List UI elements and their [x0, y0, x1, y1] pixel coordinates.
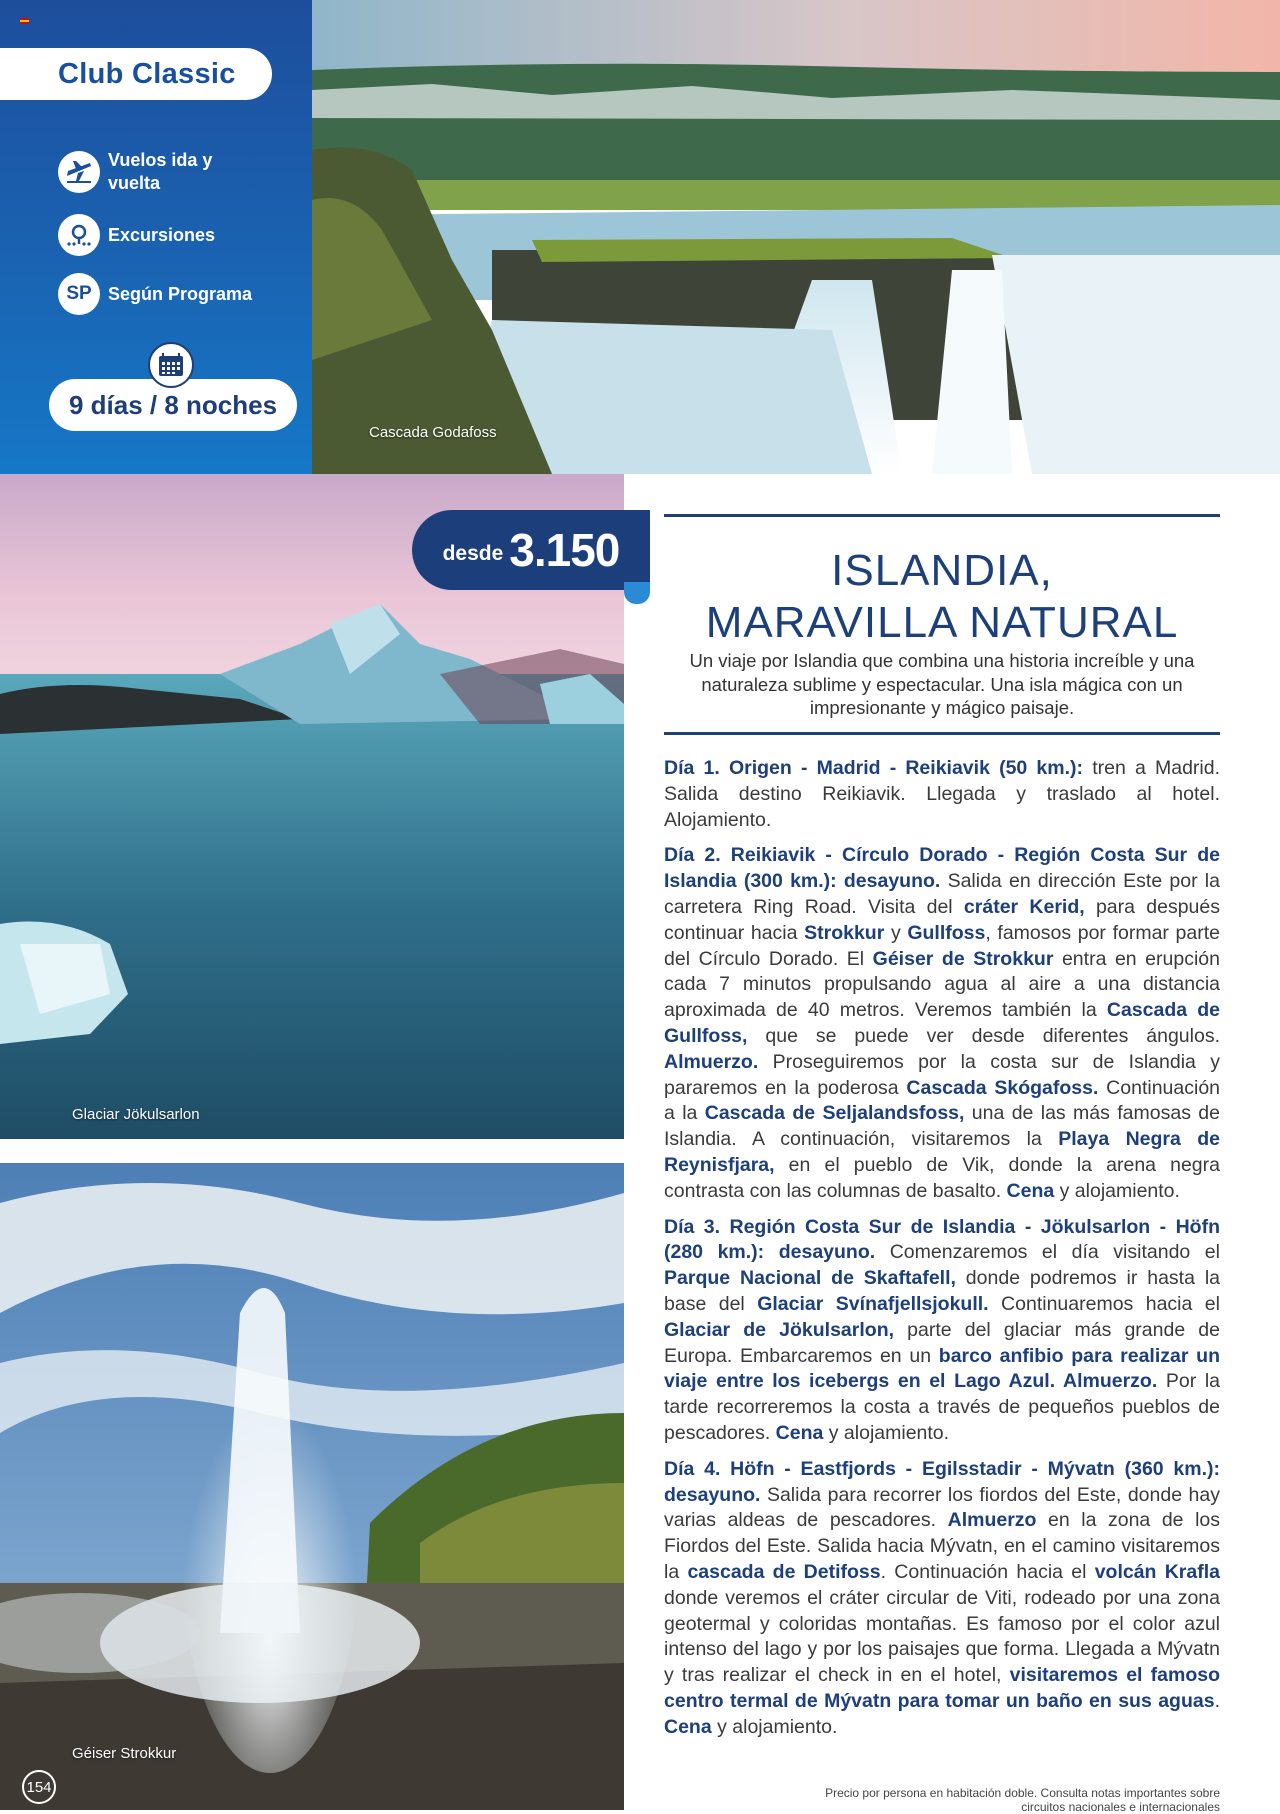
price-prefix: desde: [442, 542, 504, 565]
itinerary-highlight: Cena: [775, 1421, 824, 1444]
itinerary-highlight: Cascada Skógafoss.: [906, 1076, 1099, 1099]
feature-excursions: [58, 214, 215, 256]
calendar-icon: [148, 342, 194, 388]
itinerary-highlight: Strokkur: [804, 921, 885, 944]
itinerary-highlight: Glaciar de Jökulsarlon,: [664, 1318, 895, 1341]
itinerary-text: Salida para recorrer los fiordos del Este, donde hay varias aldeas de pescadores.: [664, 1483, 1220, 1532]
itinerary-highlight: visitaremos el famoso centro termal de Mývatn para tomar un baño en sus aguas: [664, 1664, 1220, 1712]
itinerary-text: Proseguiremos por la costa sur de Islandia y pararemos en la poderosa: [664, 1050, 1220, 1099]
itinerary-text: entra en erupción cada 7 minutos propulsando agua al aire a una distancia aproximada de 40 metros. Veremos también la: [664, 947, 1220, 1022]
itinerary-text: donde podremos ir hasta la base del: [664, 1267, 1220, 1315]
price-badge: [412, 510, 650, 590]
sp-badge-icon: [58, 273, 100, 315]
footnote-line-1: Precio por persona en habitación doble. Consulta notas importantes sobre: [825, 1786, 1220, 1800]
caption-godafoss: Cascada Godafoss: [369, 424, 497, 441]
title-line-2: MARAVILLA NATURAL: [705, 598, 1179, 647]
itinerary-highlight: Parque Nacional de Skaftafell,: [664, 1267, 956, 1290]
itinerary-highlight: Día 1. Origen - Madrid - Reikiavik (50 km.):: [664, 757, 1084, 779]
footnote-line-2: circuitos nacionales e internacionales: [1021, 1800, 1220, 1814]
itinerary-highlight: Cena: [1006, 1179, 1055, 1202]
itinerary-highlight: Día 2. Reikiavik - Círculo Dorado - Región Costa Sur de Islandia (300 km.): desayuno.: [664, 844, 1220, 893]
itinerary-day-1: [664, 756, 1220, 833]
itinerary-text: para después continuar hacia: [664, 895, 1220, 944]
itinerary-highlight: Gullfoss: [907, 921, 986, 944]
itinerary-text: y: [884, 921, 908, 944]
page-number: 154: [22, 1770, 56, 1804]
itinerary-text: .: [1214, 1689, 1220, 1712]
itinerary-text: Por la tarde recorreremos la costa a través de pequeños pueblos de pescadores.: [664, 1370, 1220, 1444]
itinerary-text: una de las más famosas de Islandia. A continuación, visitaremos la: [664, 1102, 1220, 1151]
itinerary-highlight: Cascada de Gullfoss,: [664, 999, 1220, 1047]
itinerary-text: tren a Madrid. Salida destino Reikiavik. Llegada y traslado al hotel. Alojamiento.: [664, 757, 1220, 831]
itinerary-highlight: Almuerzo: [947, 1509, 1037, 1532]
itinerary: [664, 756, 1220, 1750]
caption-jokulsarlon: Glaciar Jökulsarlon: [72, 1106, 200, 1123]
itinerary-highlight: Almuerzo.: [664, 1050, 759, 1073]
itinerary-text: Salida en dirección Este por la carretera Ring Road. Visita del: [664, 870, 1220, 918]
excursion-pin-icon: [58, 214, 100, 256]
itinerary-highlight: Géiser de Strokkur: [872, 947, 1054, 970]
itinerary-highlight: barco anfibio para realizar un viaje entre los icebergs en el Lago Azul. Almuerzo.: [664, 1344, 1220, 1393]
feature-excursions-label: Excursiones: [108, 224, 216, 245]
itinerary-text: . Continuación hacia el: [880, 1560, 1095, 1583]
itinerary-text: Continuaremos hacia el: [988, 1292, 1220, 1315]
spain-flag-icon: [20, 18, 29, 24]
feature-flights: [58, 149, 248, 195]
club-classic-label: Club Classic: [0, 48, 272, 100]
itinerary-highlight: Día 3. Región Costa Sur de Islandia - Jökulsarlon - Höfn (280 km.): desayuno.: [664, 1215, 1220, 1264]
itinerary-highlight: Playa Negra de Reynisfjara,: [664, 1128, 1220, 1176]
photo-godafoss: [312, 0, 1280, 474]
itinerary-text: Comenzaremos el día visitando el: [875, 1241, 1220, 1264]
itinerary-text: y alojamiento.: [711, 1715, 838, 1738]
feature-flights-label: Vuelos ida y vuelta: [108, 150, 213, 193]
itinerary-text: y alojamiento.: [823, 1421, 950, 1444]
itinerary-highlight: cráter Kerid,: [963, 895, 1085, 918]
itinerary-highlight: Glaciar Svínafjellsjokull.: [757, 1292, 989, 1315]
itinerary-highlight: Cascada de Seljalandsfoss,: [704, 1102, 965, 1125]
itinerary-highlight: Cena: [664, 1715, 712, 1738]
title-line-1: ISLANDIA,: [831, 546, 1053, 595]
page-subtitle: Un viaje por Islandia que combina una historia increíble y una naturaleza sublime y espectacular. Una isla mágica con un impresionante y mágico paisaje.: [689, 650, 1195, 718]
itinerary-day-2: [664, 843, 1220, 1204]
itinerary-highlight: Día 4. Höfn - Eastfjords - Egilsstadir - Mývatn (360 km.): desayuno.: [664, 1457, 1220, 1506]
itinerary-text: en el pueblo de Vik, donde la arena negra contrasta con las columnas de basalto.: [664, 1153, 1220, 1202]
itinerary-text: parte del glaciar más grande de Europa. Embarcaremos en un: [664, 1318, 1220, 1367]
title-top-rule: [664, 514, 1220, 517]
feature-program-label: Según Programa: [108, 283, 253, 304]
itinerary-text: , famosos por formar parte del Círculo Dorado. El: [664, 921, 1220, 970]
itinerary-highlight: cascada de Detifoss: [687, 1560, 881, 1583]
itinerary-highlight: volcán Krafla: [1094, 1560, 1220, 1583]
itinerary-text: que se puede ver desde diferentes ángulos.: [747, 1024, 1220, 1047]
itinerary-day-3: [664, 1215, 1220, 1447]
itinerary-text: Continuación a la: [664, 1076, 1221, 1125]
itinerary-text: donde veremos el cráter circular de Viti, rodeado por una zona geotermal y coloridas montañas. Es famoso por el color azul intenso del lago y por los paisajes que forma. Llegada a Mývatn y tras realizar el check in en el hotel,: [664, 1586, 1220, 1687]
price-value: 3.150: [509, 524, 620, 576]
title-bottom-rule: [664, 732, 1220, 735]
sp-badge-text: SP: [66, 283, 92, 304]
feature-program: [58, 273, 252, 315]
itinerary-text: en la zona de los Fiordos del Este. Salida hacia Mývatn, en el camino visitaremos la: [664, 1509, 1220, 1583]
photo-strokkur: [0, 1163, 624, 1810]
price-badge-tab: [624, 582, 650, 604]
duration-label: 9 días / 8 noches: [49, 379, 297, 431]
trip-info-panel: [0, 0, 312, 474]
caption-strokkur: Géiser Strokkur: [72, 1745, 177, 1762]
itinerary-day-4: [664, 1457, 1220, 1741]
itinerary-text: y alojamiento.: [1054, 1179, 1180, 1202]
plane-icon: [58, 151, 100, 193]
page-title: [664, 545, 1220, 649]
